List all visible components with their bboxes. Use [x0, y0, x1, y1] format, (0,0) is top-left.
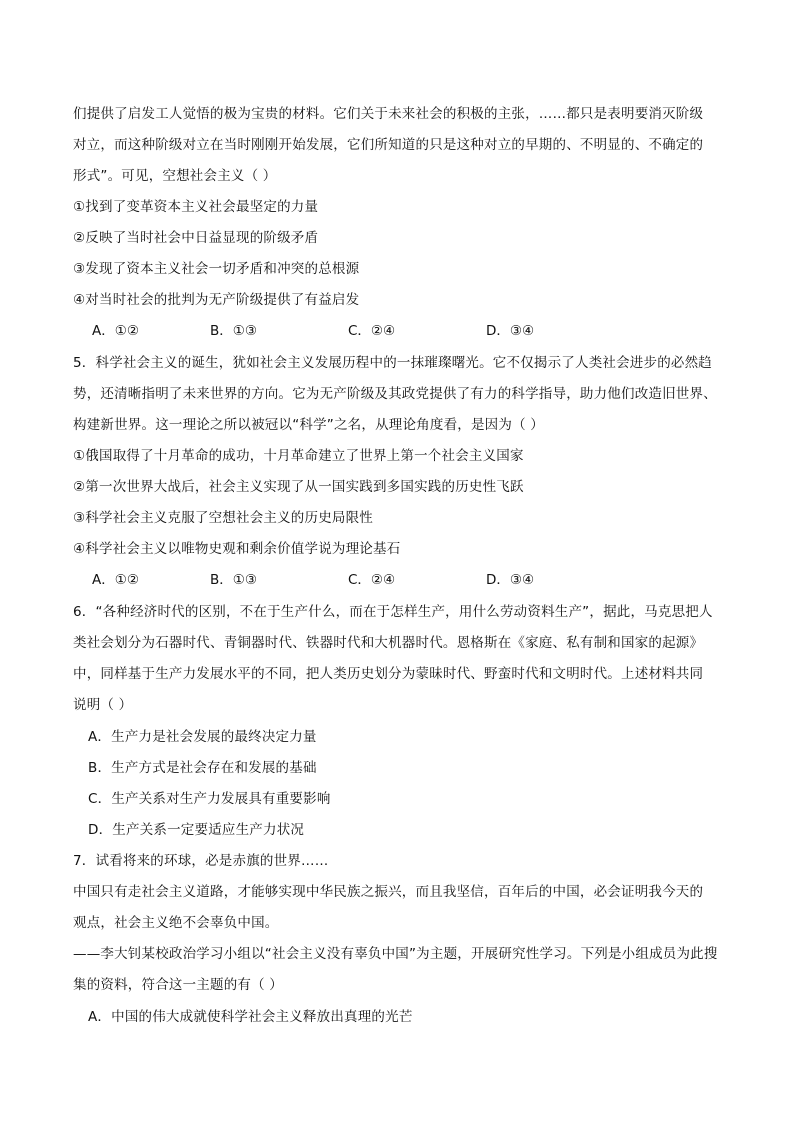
q4-item-3: ③发现了资本主义社会一切矛盾和冲突的总根源	[73, 261, 360, 277]
q4-item-2: ②反映了当时社会中日益显现的阶级矛盾	[73, 230, 319, 246]
q6-option-b: B．生产方式是社会存在和发展的基础	[88, 760, 317, 776]
q4-item-1: ①找到了变革资本主义社会最坚定的力量	[73, 199, 319, 215]
q6-option-a: A．生产力是社会发展的最终决定力量	[88, 729, 317, 745]
q6-line-2: 类社会划分为石器时代、青铜器时代、铁器时代和大机器时代。恩格斯在《家庭、私有制和国家的起源》	[73, 635, 704, 651]
q4-choice-c: C．②④	[348, 323, 396, 339]
q4-choice-d: D．③④	[486, 323, 535, 339]
q6-line-4: 说明（ ）	[73, 697, 133, 713]
q5-line-2: 势，还清晰指明了未来世界的方向。它为无产阶级及其政党提供了有力的科学指导，助力他们改造旧世界、	[73, 386, 717, 402]
q6-line-1: 6．“各种经济时代的区别，不在于生产什么，而在于怎样生产，用什么劳动资料生产”，据此，马克思把人	[73, 604, 713, 620]
q6-line-3: 中，同样基于生产力发展水平的不同，把人类历史划分为蒙昧时代、野蛮时代和文明时代。上述材料共同	[73, 666, 704, 682]
q7-line-5: 集的资料，符合这一主题的有（ ）	[73, 977, 283, 993]
q5-line-3: 构建新世界。这一理论之所以被冠以“科学”之名，从理论角度看，是因为（ ）	[73, 417, 544, 433]
q4-line-2: 对立，而这种阶级对立在当时刚刚开始发展，它们所知道的只是这种对立的早期的、不明显的、不确定的	[73, 137, 704, 153]
q4-choice-b: B．①③	[210, 323, 257, 339]
q7-line-3: 观点，社会主义绝不会辜负中国。	[73, 915, 279, 931]
q5-choice-a: A．①②	[92, 572, 139, 588]
q4-line-1: 们提供了启发工人觉悟的极为宝贵的材料。它们关于未来社会的积极的主张，……都只是表明要消灭阶级	[73, 106, 704, 122]
q5-choice-d: D．③④	[486, 572, 535, 588]
q7-line-1: 7．试看将来的环球，必是赤旗的世界……	[73, 853, 329, 869]
q5-choice-b: B．①③	[210, 572, 257, 588]
q6-option-d: D．生产关系一定要适应生产力状况	[88, 822, 305, 838]
q4-item-4: ④对当时社会的批判为无产阶级提供了有益启发	[73, 292, 360, 308]
q5-item-1: ①俄国取得了十月革命的成功，十月革命建立了世界上第一个社会主义国家	[73, 448, 524, 464]
q6-option-c: C．生产关系对生产力发展具有重要影响	[88, 791, 331, 807]
q7-line-2: 中国只有走社会主义道路，才能够实现中华民族之振兴，而且我坚信，百年后的中国，必会证明我今天的	[73, 884, 704, 900]
q4-choice-a: A．①②	[92, 323, 139, 339]
q7-line-4: ——李大钊某校政治学习小组以“社会主义没有辜负中国”为主题，开展研究性学习。下列是小组成员为此搜	[73, 946, 718, 962]
q5-item-4: ④科学社会主义以唯物史观和剩余价值学说为理论基石	[73, 541, 401, 557]
q4-line-3: 形式”。可见，空想社会主义（ ）	[73, 168, 277, 184]
q5-line-1: 5．科学社会主义的诞生，犹如社会主义发展历程中的一抹璀璨曙光。它不仅揭示了人类社会进步的必然趋	[73, 355, 712, 371]
q5-item-2: ②第一次世界大战后，社会主义实现了从一国实践到多国实践的历史性飞跃	[73, 479, 524, 495]
q7-option-a: A．中国的伟大成就使科学社会主义释放出真理的光芒	[88, 1009, 413, 1025]
q5-item-3: ③科学社会主义克服了空想社会主义的历史局限性	[73, 510, 374, 526]
q5-choice-c: C．②④	[348, 572, 396, 588]
